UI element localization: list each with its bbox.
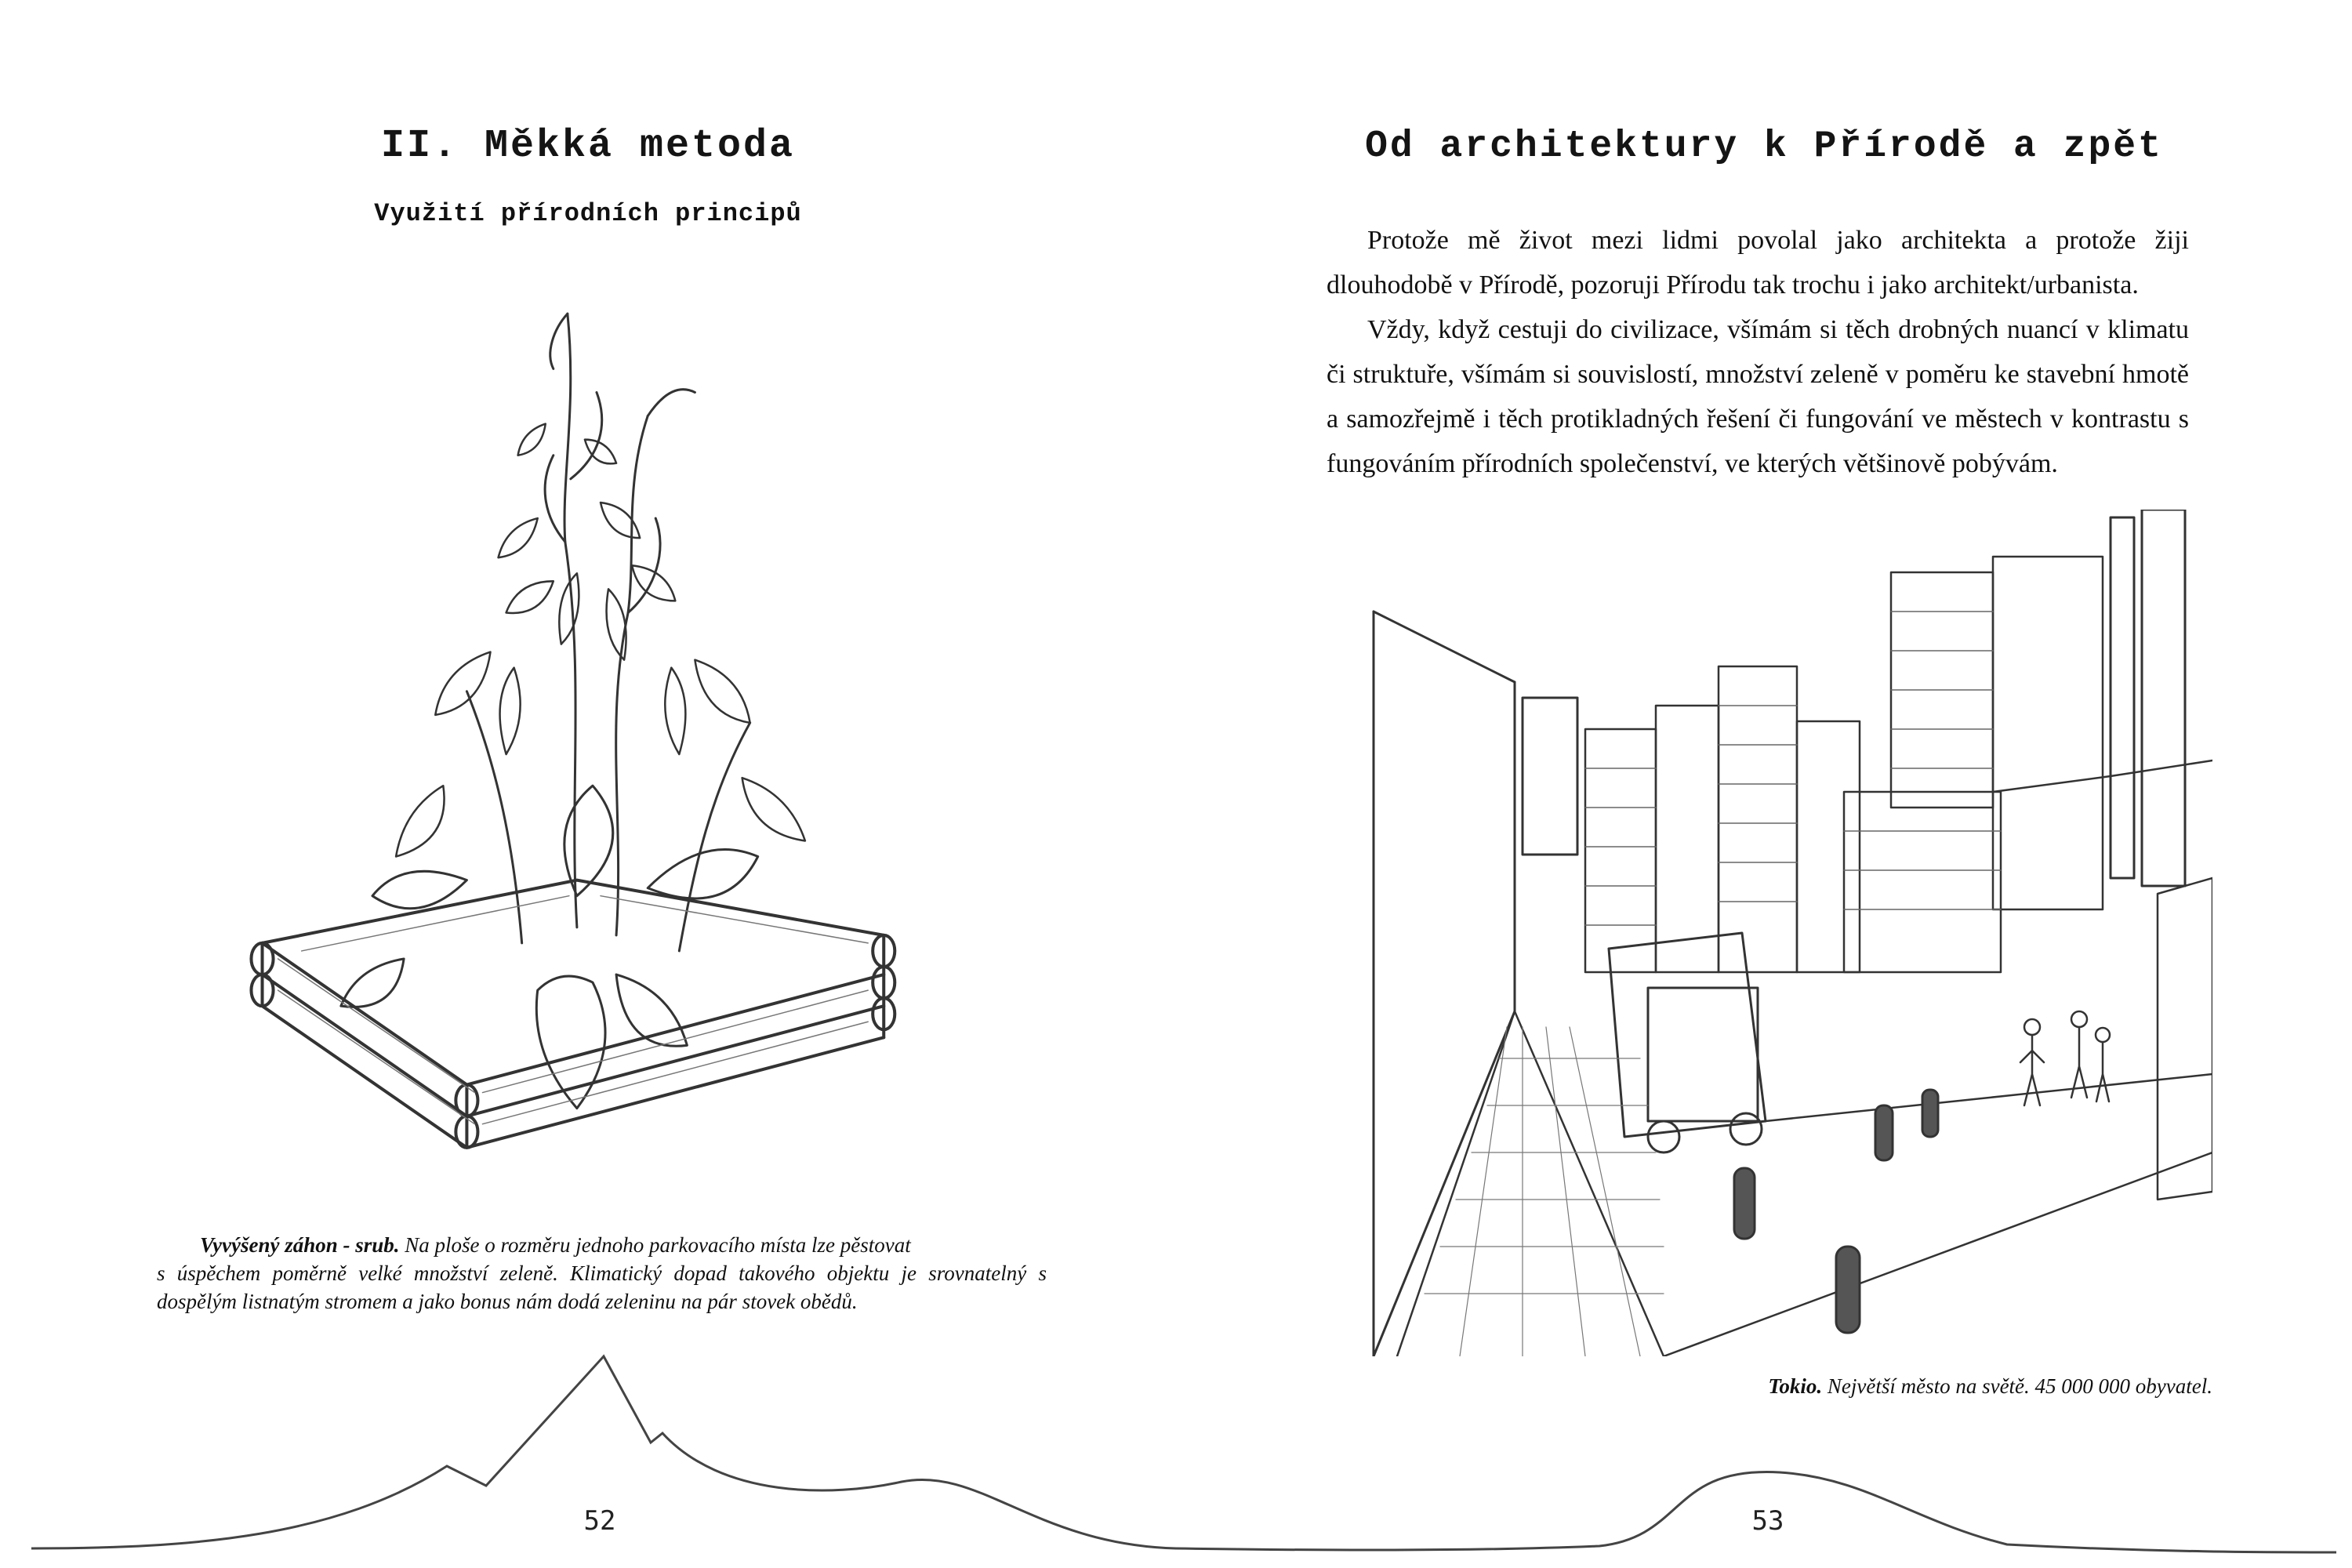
paragraph: Protože mě život mezi lidmi povolal jako architekta a protože žiji dlouhodobě v Přírodě, pozoruji Přírodu tak trochu i jako architekt/urbanista. (1327, 226, 2189, 299)
caption-title: Tokio. (1768, 1374, 1823, 1398)
figure-caption (157, 1231, 1047, 1316)
page-number: 52 (583, 1505, 616, 1537)
tokyo-street-sketch (1327, 510, 2212, 1356)
caption-title: Vyvýšený záhon - srub. (200, 1233, 400, 1257)
section-title: Od architektury k Přírodě a zpět (1365, 125, 2163, 168)
page-number: 53 (1751, 1505, 1784, 1537)
caption-text: Největší město na světě. 45 000 000 obyvatel. (1822, 1374, 2212, 1398)
mountain-outline-decoration (0, 1333, 2352, 1568)
caption-first-line: Na ploše o rozměru jednoho parkovacího místa lze pěstovat (399, 1233, 911, 1257)
chapter-subtitle: Využití přírodních principů (374, 199, 802, 228)
body-text (1327, 218, 2189, 486)
chapter-title: II. Měkká metoda (380, 124, 796, 169)
paragraph: Vždy, když cestuji do civilizace, všímám si těch drobných nuancí v klimatu či struktuře, všímám si souvislostí, množství zeleně v poměru ke stavební hmotě a samozřejmě i těch protikladných řešení či fungování ve městech v kontrastu s fungováním přírodních společenství, ve kterých většinově pobývám. (1327, 315, 2189, 478)
raised-bed-sketch (205, 282, 996, 1195)
caption-text: s úspěchem poměrně velké množství zeleně. Klimatický dopad takového objektu je srovnatelný s dospělým listnatým stromem a jako bonus nám dodá zeleninu na pár stovek obědů. (157, 1261, 1047, 1313)
